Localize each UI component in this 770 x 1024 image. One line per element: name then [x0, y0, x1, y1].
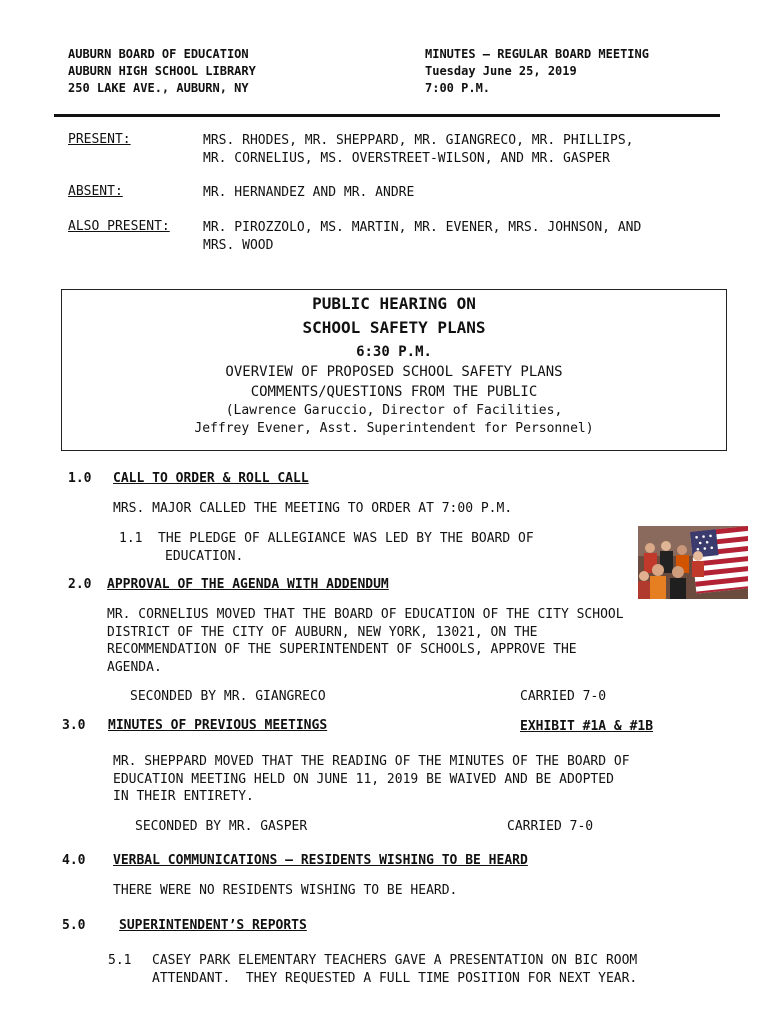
absent-list [203, 184, 414, 202]
section-1-title: CALL TO ORDER & ROLL CALL [113, 471, 309, 486]
hearing-presenter-line: Jeffrey Evener, Asst. Superintendent for Personnel) [194, 421, 594, 436]
header-right [425, 46, 649, 97]
hearing-presenter-line: (Lawrence Garuccio, Director of Facilities, [225, 403, 563, 418]
absent-label: ABSENT: [68, 184, 123, 199]
hearing-title-line: SCHOOL SAFETY PLANS [302, 318, 486, 337]
section-5-title: SUPERINTENDENT’S REPORTS [119, 918, 307, 933]
header-date: Tuesday June 25, 2019 [425, 64, 577, 78]
hearing-title-line: PUBLIC HEARING ON [312, 294, 476, 313]
section-2-line: RECOMMENDATION OF THE SUPERINTENDENT OF SCHOOLS, APPROVE THE [107, 642, 577, 657]
also-present-line: MRS. WOOD [203, 237, 274, 253]
present-line: MRS. RHODES, MR. SHEPPARD, MR. GIANGRECO, MR. PHILLIPS, [203, 133, 634, 148]
public-hearing-box [61, 289, 727, 451]
section-3-carried: CARRIED 7-0 [507, 819, 594, 834]
section-2-seconded: SECONDED BY MR. GIANGRECO [130, 689, 326, 704]
section-4-title: VERBAL COMMUNICATIONS – RESIDENTS WISHING TO BE HEARD [113, 853, 528, 868]
present-line: MR. CORNELIUS, MS. OVERSTREET-WILSON, AND MR. GASPER [203, 150, 610, 166]
absent-line: MR. HERNANDEZ AND MR. ANDRE [203, 185, 415, 200]
section-4-text: THERE WERE NO RESIDENTS WISHING TO BE HEARD. [113, 883, 458, 898]
section-1-1-line: EDUCATION. [165, 548, 244, 564]
section-1-number: 1.0 [68, 471, 92, 486]
present-label: PRESENT: [68, 132, 131, 147]
header-divider [54, 114, 720, 117]
section-2-line: AGENDA. [107, 659, 162, 675]
header-address: 250 LAKE AVE., AUBURN, NY [68, 81, 249, 95]
hearing-time: 6:30 P.M. [356, 344, 432, 360]
section-3-exhibit: EXHIBIT #1A & #1B [520, 719, 654, 734]
section-3-number: 3.0 [62, 718, 86, 733]
present-list [203, 132, 633, 167]
hearing-item: COMMENTS/QUESTIONS FROM THE PUBLIC [250, 384, 538, 400]
section-5-number: 5.0 [62, 918, 86, 933]
pledge-photo [638, 526, 748, 599]
section-5-1-line: CASEY PARK ELEMENTARY TEACHERS GAVE A PRESENTATION ON BIC ROOM [152, 953, 638, 968]
section-3-line: MR. SHEPPARD MOVED THAT THE READING OF THE MINUTES OF THE BOARD OF [113, 754, 630, 769]
section-5-1-number: 5.1 [108, 953, 132, 968]
section-3-line: EDUCATION MEETING HELD ON JUNE 11, 2019 BE WAIVED AND BE ADOPTED [113, 771, 614, 787]
section-1-text: MRS. MAJOR CALLED THE MEETING TO ORDER AT 7:00 P.M. [113, 501, 513, 516]
section-2-line: DISTRICT OF THE CITY OF AUBURN, NEW YORK, 13021, ON THE [107, 624, 538, 640]
section-5-1-line: ATTENDANT. THEY REQUESTED A FULL TIME POSITION FOR NEXT YEAR. [152, 970, 638, 986]
header-location: AUBURN HIGH SCHOOL LIBRARY [68, 64, 256, 78]
also-present-list [203, 219, 641, 254]
header-meeting-type: MINUTES – REGULAR BOARD MEETING [425, 47, 649, 61]
header-left [68, 46, 256, 97]
section-2-title: APPROVAL OF THE AGENDA WITH ADDENDUM [107, 577, 389, 592]
section-1-1-number: 1.1 [119, 531, 143, 546]
section-3-title: MINUTES OF PREVIOUS MEETINGS [108, 718, 328, 733]
section-2-text [107, 606, 624, 676]
header-time: 7:00 P.M. [425, 81, 491, 95]
section-1-1-text [158, 530, 534, 565]
section-3-line: IN THEIR ENTIRETY. [113, 789, 254, 804]
section-1-1-line: THE PLEDGE OF ALLEGIANCE WAS LED BY THE BOARD OF [158, 531, 534, 546]
section-2-number: 2.0 [68, 577, 92, 592]
section-5-1-text [152, 952, 637, 987]
also-present-line: MR. PIROZZOLO, MS. MARTIN, MR. EVENER, MRS. JOHNSON, AND [203, 220, 642, 235]
section-2-line: MR. CORNELIUS MOVED THAT THE BOARD OF EDUCATION OF THE CITY SCHOOL [107, 607, 624, 622]
hearing-item: OVERVIEW OF PROPOSED SCHOOL SAFETY PLANS [225, 364, 563, 380]
also-present-label: ALSO PRESENT: [68, 219, 170, 234]
pledge-photo-image [638, 526, 748, 599]
section-3-seconded: SECONDED BY MR. GASPER [135, 819, 308, 834]
section-4-number: 4.0 [62, 853, 86, 868]
section-3-text [113, 753, 630, 806]
header-board-name: AUBURN BOARD OF EDUCATION [68, 47, 249, 61]
section-2-carried: CARRIED 7-0 [520, 689, 607, 704]
